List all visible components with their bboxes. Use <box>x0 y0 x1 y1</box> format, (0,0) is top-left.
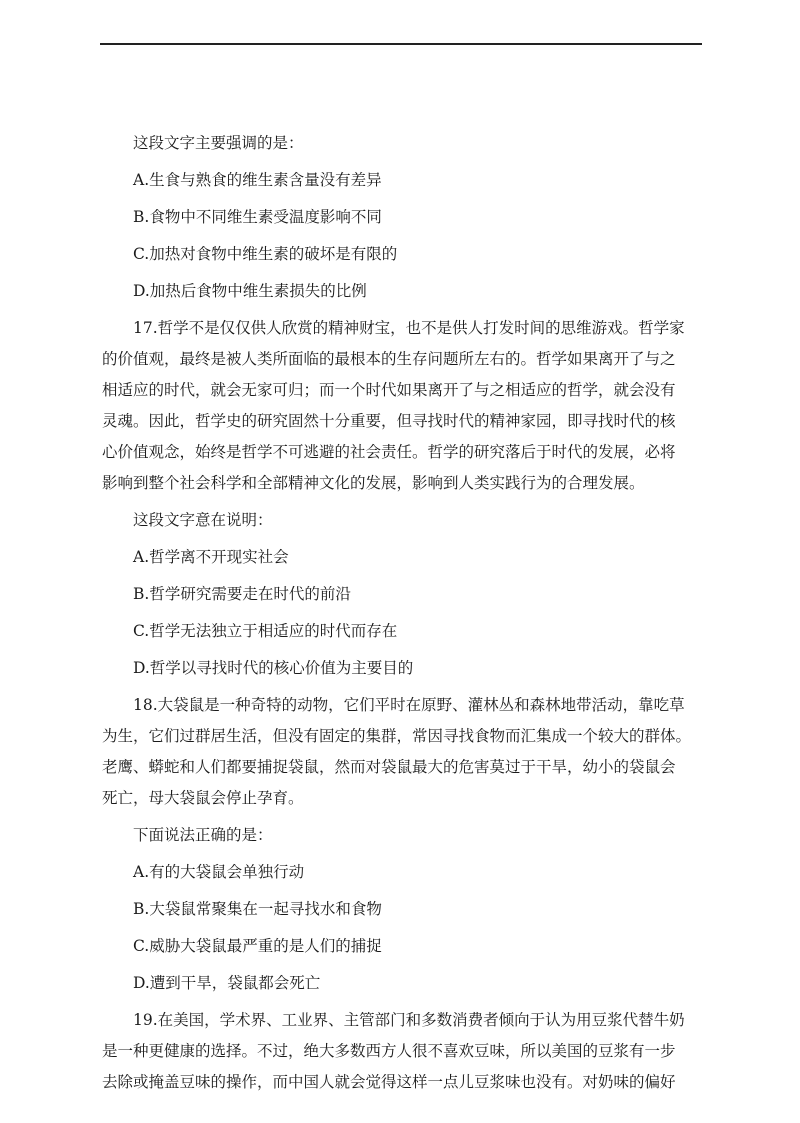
q18-option-a: A.有的大袋鼠会单独行动 <box>133 863 305 881</box>
q18-question: 下面说法正确的是： <box>133 826 273 844</box>
q17-line-4: 灵魂。因此，哲学史的研究固然十分重要，但寻找时代的精神家园，即寻找时代的核 <box>102 412 676 430</box>
q18-line-4: 死亡，母大袋鼠会停止孕育。 <box>102 789 304 807</box>
header-rule <box>100 43 702 45</box>
q17-option-b: B.哲学研究需要走在时代的前沿 <box>133 585 351 603</box>
q19-line-2: 是一种更健康的选择。不过，绝大多数西方人很不喜欢豆味，所以美国的豆浆有一步 <box>102 1042 676 1060</box>
q16-option-b: B.食物中不同维生素受温度影响不同 <box>133 208 382 226</box>
q17-question: 这段文字意在说明： <box>133 511 273 529</box>
q17-option-c: C.哲学无法独立于相适应的时代而存在 <box>133 622 398 640</box>
q16-option-a: A.生食与熟食的维生素含量没有差异 <box>133 171 382 189</box>
q18-option-d: D.遭到干旱，袋鼠都会死亡 <box>133 974 321 992</box>
q16-option-d: D.加热后食物中维生素损失的比例 <box>133 282 367 300</box>
q16-option-c: C.加热对食物中维生素的破坏是有限的 <box>133 245 398 263</box>
q17-option-a: A.哲学离不开现实社会 <box>133 548 289 566</box>
q19-line-1: 19.在美国，学术界、工业界、主管部门和多数消费者倾向于认为用豆浆代替牛奶 <box>133 1011 685 1029</box>
document-body <box>102 128 700 1098</box>
q17-line-5: 心价值观念，始终是哲学不可逃避的社会责任。哲学的研究落后于时代的发展，必将 <box>102 443 676 461</box>
q19-line-3: 去除或掩盖豆味的操作，而中国人就会觉得这样一点儿豆浆味也没有。对奶味的偏好 <box>102 1073 676 1091</box>
q18-line-2: 为生，它们过群居生活，但没有固定的集群，常因寻找食物而汇集成一个较大的群体。 <box>102 727 692 745</box>
q17-line-2: 的价值观，最终是被人类所面临的最根本的生存问题所左右的。哲学如果离开了与之 <box>102 350 676 368</box>
q18-line-1: 18.大袋鼠是一种奇特的动物，它们平时在原野、灌林丛和森林地带活动，靠吃草 <box>133 696 685 714</box>
q17-line-1: 17.哲学不是仅仅供人欣赏的精神财宝，也不是供人打发时间的思维游戏。哲学家 <box>133 319 685 337</box>
q17-line-3: 相适应的时代，就会无家可归；而一个时代如果离开了与之相适应的哲学，就会没有 <box>102 381 676 399</box>
q17-line-6: 影响到整个社会科学和全部精神文化的发展，影响到人类实践行为的合理发展。 <box>102 474 645 492</box>
q18-option-b: B.大袋鼠常聚集在一起寻找水和食物 <box>133 900 382 918</box>
q16-question: 这段文字主要强调的是： <box>133 134 304 152</box>
q17-option-d: D.哲学以寻找时代的核心价值为主要目的 <box>133 659 414 677</box>
q18-line-3: 老鹰、蟒蛇和人们都要捕捉袋鼠，然而对袋鼠最大的危害莫过于干旱，幼小的袋鼠会 <box>102 758 676 776</box>
q18-option-c: C.威胁大袋鼠最严重的是人们的捕捉 <box>133 937 382 955</box>
